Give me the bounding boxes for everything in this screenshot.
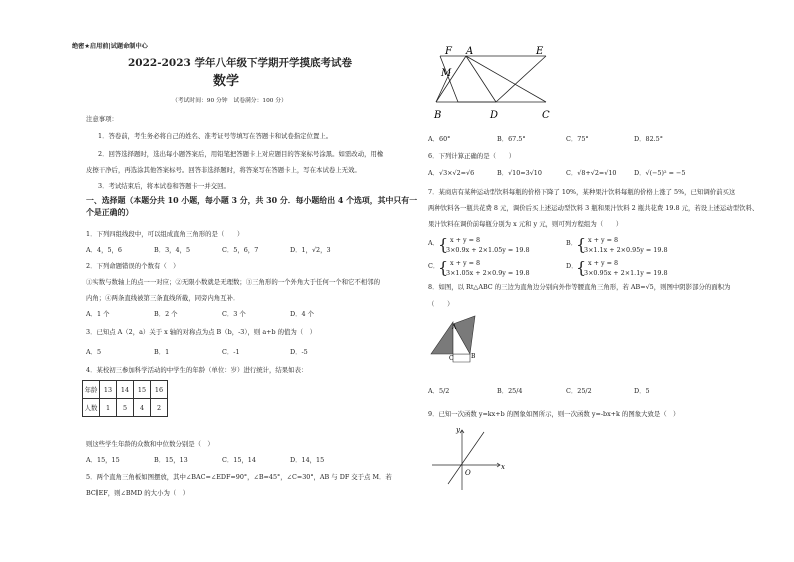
q5-label: M: [441, 68, 452, 79]
question-5-stem: 5．两个直角三角板如图摆放，其中∠BAC=∠EDF=90°，∠B=45°，∠C=30°，AB 与 DF 交于点 M．若: [86, 473, 392, 481]
question-4-stem: 4．某校初三参加科学活动的中学生的年龄（单位：岁）进行统计，结果如表：: [86, 366, 308, 374]
table-cell: 14: [117, 381, 134, 399]
question-3-stem: 3．已知点 A（2，a）关于 x 轴的对称点为点 B（b，-3），则 a+b 的值为（ ）: [86, 328, 316, 336]
q9-origin-label: O: [465, 469, 471, 477]
equation: x + y = 8: [450, 236, 481, 244]
q5-label: D: [490, 110, 499, 121]
age-table: [82, 380, 168, 417]
q2-option-a: A．1 个: [86, 310, 110, 318]
equation: 3×1.1x + 2×0.95y = 19.8: [584, 246, 668, 254]
q6-option-a: A．√3×√2=√6: [428, 169, 475, 177]
q5-figure: [432, 44, 562, 122]
q5-label: B: [434, 110, 442, 121]
note-item: 2．回答选择题时，选出每小题答案后，用铅笔把答题卡上对应题目的答案标号涂黑。如需改动，用橡: [98, 150, 384, 158]
equation: 3×1.05x + 2×0.9y = 19.8: [446, 269, 530, 277]
q2-option-c: C．3 个: [222, 310, 246, 318]
q6-option-c: C．√8+√2=√10: [566, 169, 617, 177]
q9-axis-label: y: [456, 426, 460, 434]
q3-option-b: B．1: [154, 348, 170, 356]
question-1-stem: 1．下列四组线段中，可以组成直角三角形的是（ ）: [86, 230, 244, 238]
option-letter: C．: [428, 262, 440, 270]
question-8-text: （ ）: [428, 300, 454, 308]
secret-tag: 绝密★启用前|试题命制中心: [72, 43, 148, 50]
table-row: [83, 399, 168, 417]
q8-option-b: B．25/4: [497, 387, 523, 395]
q9-axis-label: x: [501, 463, 505, 471]
q5-label: F: [445, 46, 452, 57]
q5-option-b: B．67.5°: [497, 135, 526, 143]
q7-option-d: [566, 258, 668, 277]
equation: 3×0.9x + 2×1.05y = 19.8: [446, 246, 530, 254]
q2-option-d: D．4 个: [290, 310, 315, 318]
question-2-stem: 2．下列命题错误的个数有（ ）: [86, 262, 180, 270]
brace-icon: {: [438, 258, 449, 277]
q8-label: B: [471, 353, 476, 360]
question-8-stem: 8．如图，以 Rt△ABC 的三边为直角边分别向外作等腰直角三角形，若 AB=√5，则图中阴影部分的面积为: [428, 283, 731, 291]
note-item: 皮擦干净后，再选涂其他答案标号。回答非选择题时，将答案写在答题卡上，写在本试卷上无效。: [86, 166, 361, 174]
brace-icon: {: [576, 235, 587, 254]
q4-option-d: D．14，15: [290, 456, 325, 464]
q3-option-a: A．5: [86, 348, 102, 356]
q8-label: C: [449, 355, 454, 362]
q5-label: C: [542, 110, 550, 121]
table-cell: 2: [151, 399, 168, 417]
q8-figure: [425, 314, 505, 374]
q3-option-c: C．-1: [222, 348, 240, 356]
q5-label: A: [466, 46, 474, 57]
section-heading: 个是正确的）: [86, 208, 134, 217]
page-title: 2022-2023 学年八年级下学期开学摸底考试卷: [128, 57, 352, 69]
q7-option-b: [566, 235, 668, 254]
option-letter: A．: [428, 239, 440, 247]
question-7-text: 果汁饮料在调价前每瓶分别为 x 元和 y 元，则可列方程组为（ ）: [428, 220, 623, 228]
q5-option-d: D．82.5°: [634, 135, 663, 143]
q5-option-c: C．75°: [566, 135, 589, 143]
q2-option-b: B．2 个: [154, 310, 178, 318]
table-cell: 1: [100, 399, 117, 417]
q7-option-a: [428, 235, 530, 254]
question-5-text: BC∥EF，则∠BMD 的大小为（ ）: [86, 489, 190, 497]
note-item: 1．答卷前，考生务必将自己的姓名、准考证号等填写在答题卡和试卷指定位置上。: [98, 132, 333, 140]
question-2-text: ①实数与数轴上的点一一对应；②无限小数就是无理数；③三角形的一个外角大于任何一个和它不相邻的: [86, 278, 380, 286]
subject-title: 数学: [213, 74, 240, 89]
q1-option-d: D．1，√2，3: [290, 246, 331, 254]
q8-option-d: D．5: [634, 387, 650, 395]
q6-option-d: D．√(−5)² = −5: [634, 169, 686, 177]
question-6-stem: 6．下列计算正确的是（ ）: [428, 152, 516, 160]
q8-option-c: C．25/2: [566, 387, 592, 395]
table-cell: 16: [151, 381, 168, 399]
section-heading: 一、选择题（本题分共 10 小题，每小题 3 分，共 30 分．每小题给出 4 个选项，其中只有一: [86, 196, 418, 205]
brace-icon: {: [576, 258, 587, 277]
option-letter: B．: [566, 239, 578, 247]
q5-label: E: [536, 46, 544, 57]
table-cell: 4: [134, 399, 151, 417]
note-item: 3．考试结束后，将本试卷和答题卡一并交回。: [98, 182, 230, 190]
table-cell: 15: [134, 381, 151, 399]
q5-option-a: A．60°: [428, 135, 451, 143]
equation: 3×0.95x + 2×1.1y = 19.8: [584, 269, 668, 277]
q4-option-b: B．15，13: [154, 456, 188, 464]
equation: x + y = 8: [588, 259, 619, 267]
question-7-text: 两种饮料各一瓶共花费 8 元，调价后买上述运动型饮料 3 瓶和果汁饮料 2 瓶共花费 19.8 元，若设上述运动型饮料、: [428, 204, 759, 212]
table-cell: 年龄: [83, 381, 100, 399]
table-cell: 人数: [83, 399, 100, 417]
q1-option-a: A．4，5，6: [86, 246, 122, 254]
brace-icon: {: [438, 235, 449, 254]
q3-option-d: D．-5: [290, 348, 308, 356]
table-row: [83, 381, 168, 399]
notes-title: 注意事项：: [86, 115, 118, 123]
question-9-stem: 9．已知一次函数 y=kx+b 的图象如图所示，则一次函数 y=-bx+k 的图象大致是（ ）: [428, 410, 680, 418]
q6-option-b: B．√10=3√10: [497, 169, 542, 177]
q8-label: A: [452, 324, 457, 331]
table-cell: 13: [100, 381, 117, 399]
question-7-stem: 7．某商店有某种运动型饮料每瓶的价格下降了 10%，某种果汁饮料每瓶的价格上涨了 5%，已知调价前买这: [428, 188, 736, 196]
table-cell: 5: [117, 399, 134, 417]
q4-option-a: A．15，15: [86, 456, 120, 464]
equation: x + y = 8: [450, 259, 481, 267]
question-2-text: 内角；④两条直线被第三条直线所截，同旁内角互补．: [86, 294, 240, 302]
q4-option-c: C．15，14: [222, 456, 256, 464]
exam-info: （考试时间：90 分钟 试卷满分：100 分）: [172, 98, 287, 104]
equation: x + y = 8: [588, 236, 619, 244]
option-letter: D．: [566, 262, 578, 270]
q1-option-c: C．5，6，7: [222, 246, 259, 254]
question-4-text: 则这些学生年龄的众数和中位数分别是（ ）: [86, 440, 214, 448]
q8-option-a: A．5/2: [428, 387, 450, 395]
q9-figure: [428, 424, 512, 494]
q1-option-b: B．3，4，5: [154, 246, 191, 254]
q7-option-c: [428, 258, 530, 277]
